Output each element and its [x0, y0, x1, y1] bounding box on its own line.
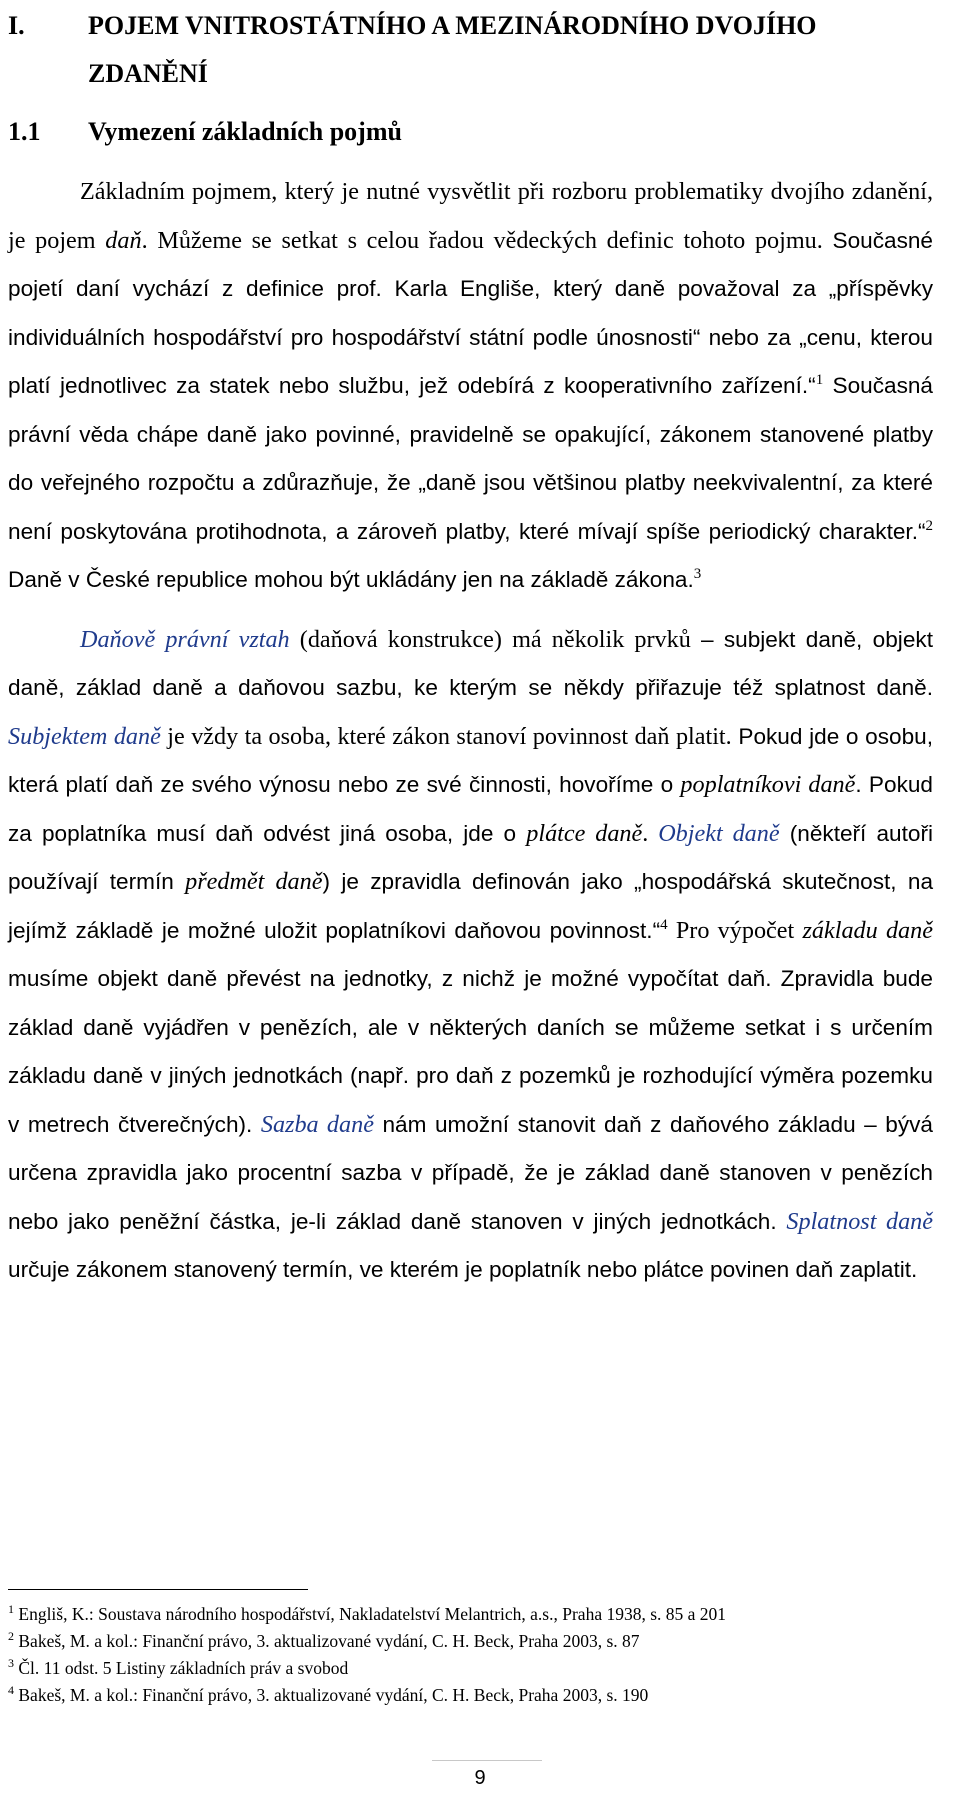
- footnote-4: [8, 1682, 933, 1709]
- p2-term-zaklad: základu daně: [802, 916, 933, 944]
- p2-text-2: – subjekt daně, objekt daně, základ daně a daňovou sazbu, ke kterým se někdy přiřazuje též splatnost daně.: [8, 626, 933, 700]
- p2-text-6: . Pokud za poplatníka musí daň odvést jiná osoba, jde o: [8, 772, 933, 846]
- chapter-number: I.: [8, 11, 25, 40]
- paragraph-tax-construction: [8, 616, 933, 1295]
- paragraph-tax-definition: [8, 168, 933, 605]
- p2-text-9: ) je zpravidla definován jako „hospodářská skutečnost, na jejímž základě je možné uložit poplatníkovi daňovou povinnost.“: [8, 869, 934, 943]
- p2-text-7: .: [642, 819, 659, 847]
- footnotes: [8, 1601, 933, 1709]
- p2-text-11: musíme objekt daně převést na jednotky, z nichž je možné vypočítat daň. Zpravidla bude základ daně vyjádřen v penězích, ale v některých daních se můžeme setkat i s určením základu daně v jiných jednotkách (např. pro daň z pozemků je rozhodující výměra pozemku v metrech čtverečných).: [8, 966, 933, 1137]
- p2-text-10: Pro výpočet: [667, 916, 803, 944]
- p2-text-12: nám umožní stanovit daň z daňového základu – bývá určena zpravidla jako procentní sazba v případě, že je základ daně stanoven v penězích nebo jako peněžní částka, je-li základ daně stanoven v jiných jednotkách.: [8, 1111, 934, 1234]
- footnote-text: Bakeš, M. a kol.: Finanční právo, 3. aktualizované vydání, C. H. Beck, Praha 2003, s. 87: [14, 1631, 640, 1651]
- footnote-separator: [8, 1589, 308, 1590]
- p2-text-5: Pokud jde o osobu, která platí daň ze svého výnosu nebo ze své činnosti, hovoříme o: [8, 723, 933, 797]
- chapter-title: POJEM VNITROSTÁTNÍHO A MEZINÁRODNÍHO DVOJÍHO ZDANĚNÍ: [88, 11, 817, 88]
- p2-text-8: (někteří autoři používají termín: [8, 820, 933, 894]
- p1-text-2: . Můžeme se setkat s celou řadou vědeckých definic tohoto pojmu.: [141, 226, 833, 254]
- page-number-rule: [432, 1760, 542, 1761]
- footnote-2: [8, 1628, 933, 1655]
- section-title: Vymezení základních pojmů: [88, 117, 402, 146]
- section-heading: [8, 108, 933, 156]
- footnote-ref-4: 4: [660, 916, 668, 933]
- footnote-ref-2: 2: [925, 517, 933, 534]
- p2-term-platce: plátce daně: [526, 819, 643, 847]
- footnote-mark: 4: [8, 1683, 14, 1698]
- footnote-mark: 1: [8, 1602, 14, 1617]
- p2-term-sazba: Sazba daně: [260, 1110, 374, 1138]
- footnote-text: Bakeš, M. a kol.: Finanční právo, 3. aktualizované vydání, C. H. Beck, Praha 2003, s. 190: [14, 1685, 649, 1705]
- p2-term-objekt: Objekt daně: [658, 819, 780, 847]
- p1-text-4: Daně v České republice mohou být ukládány jen na základě zákona.: [8, 567, 694, 592]
- p1-quote-englis: Karla Engliše, který daně považoval za „příspěvky individuálních hospodářství pro hospodářství státní podle únosnosti“ nebo za „cenu, kterou platí jednotlivec za statek nebo službu, jež odebírá z kooperativního zařízení.“: [8, 276, 933, 398]
- p2-text-13: určuje zákonem stanovený termín, ve kterém je poplatník nebo plátce povinen daň zaplatit.: [8, 1257, 918, 1282]
- p2-term-poplatnik: poplatníkovi daně: [680, 771, 856, 798]
- p1-text-3: Současné pojetí daní vychází z definice prof.: [8, 227, 933, 301]
- p2-term-splatnost: Splatnost daně: [786, 1207, 934, 1235]
- chapter-heading: [8, 2, 933, 98]
- footnote-mark: 2: [8, 1629, 14, 1644]
- page-number: 9: [474, 1767, 486, 1789]
- p2-text-1: (daňová konstrukce) má několik prvků: [289, 625, 701, 653]
- p2-term-vztah: Daňově právní vztah: [80, 625, 290, 653]
- p2-term-predmet: předmět daně: [185, 868, 323, 895]
- footnote-text: Engliš, K.: Soustava národního hospodářství, Nakladatelství Melantrich, a.s., Praha 1938, s. 85 a 201: [14, 1604, 727, 1624]
- p1-term-dan: daň: [105, 226, 142, 254]
- footnote-mark: 3: [8, 1656, 14, 1671]
- footnote-1: [8, 1601, 933, 1628]
- footnote-3: [8, 1655, 933, 1682]
- p2-text-4: je vždy ta osoba, které zákon stanoví povinnost daň platit.: [160, 722, 732, 750]
- p1-text-1: Základním pojmem, který je nutné vysvětlit při rozboru problematiky dvojího zdanění, je pojem: [8, 178, 933, 254]
- section-number: 1.1: [8, 117, 41, 146]
- footnote-ref-1: 1: [815, 371, 824, 388]
- footnote-ref-3: 3: [693, 565, 702, 582]
- p2-term-subjekt: Subjektem daně: [8, 722, 161, 750]
- footnote-text: Čl. 11 odst. 5 Listiny základních práv a svobod: [14, 1658, 349, 1678]
- p1-quote-current: Současná právní věda chápe daně jako povinné, pravidelně se opakující, zákonem stanovené platby do veřejného rozpočtu a zdůrazňuje, že „daně jsou většinou platby neekvivalentní, za které není poskytována protihodnota, a zároveň platby, které mívají spíše periodický charakter.“: [8, 373, 933, 544]
